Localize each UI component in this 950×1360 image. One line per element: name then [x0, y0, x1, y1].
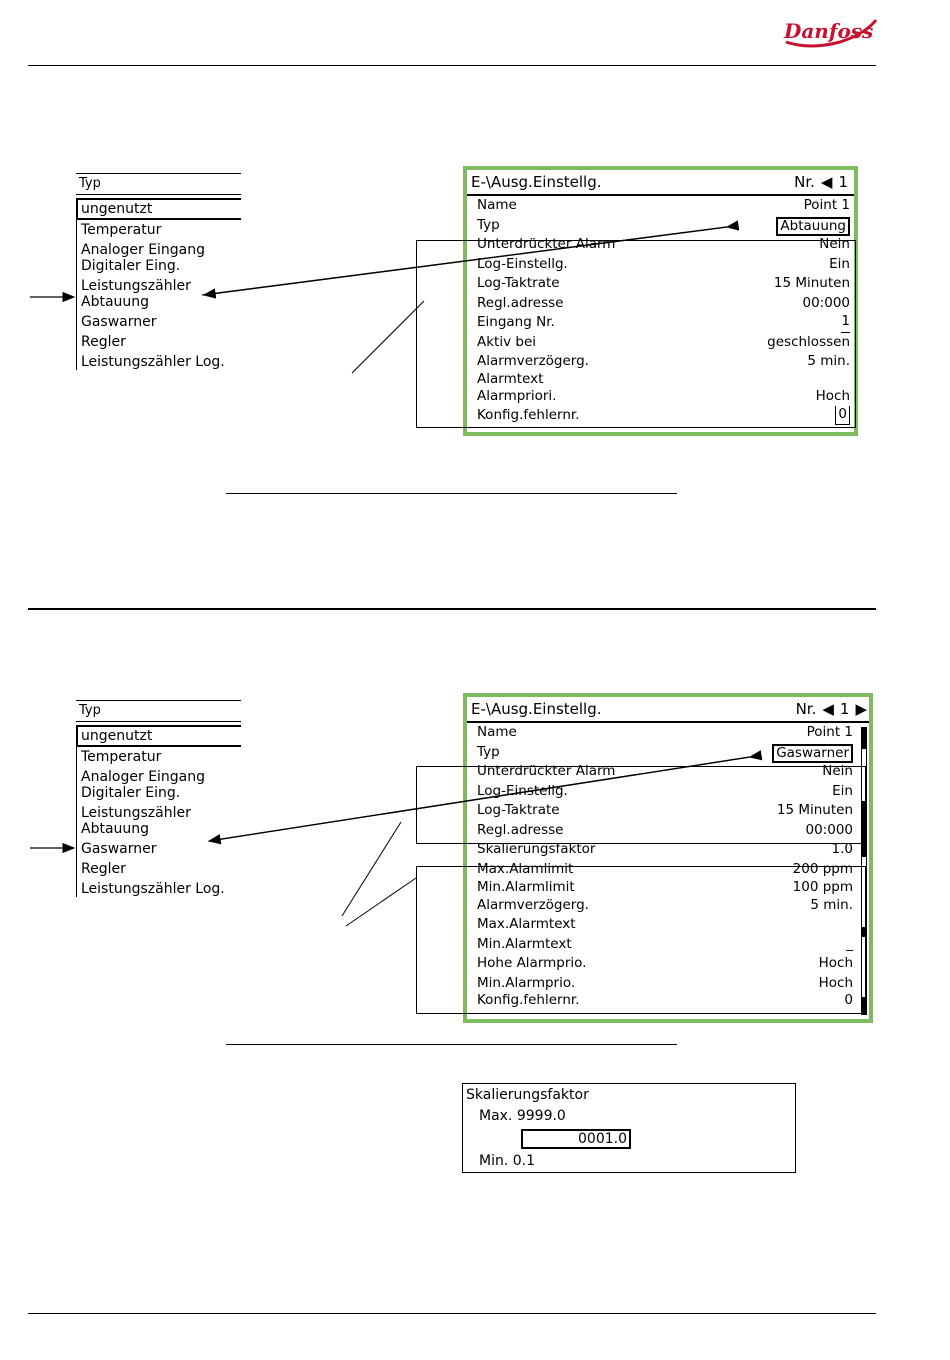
nr-label: Nr.	[795, 700, 817, 718]
type-option-digital[interactable]: Digitaler Eing.	[81, 258, 181, 274]
row-min-alarmlimit[interactable]: Min.Alarmlimit 100 ppm	[477, 878, 853, 895]
nr-value[interactable]: 1	[839, 700, 850, 718]
type-option-selected[interactable]: ungenutzt	[76, 198, 241, 220]
row-regl-adresse[interactable]: Regl.adresse 00:000	[477, 821, 853, 838]
row-min-alarmprio[interactable]: Min.Alarmprio. Hoch	[477, 974, 853, 991]
link-arrow-2b	[209, 757, 750, 841]
link-arrow-1b	[202, 227, 727, 295]
row-alarmverzoegerung[interactable]: Alarmverzögerg. 5 min.	[477, 353, 850, 369]
type-option-abtauung[interactable]: Abtauung	[81, 294, 150, 310]
row-aktiv-bei[interactable]: Aktiv bei geschlossen	[477, 333, 850, 350]
leader-line-2a	[342, 822, 401, 916]
type-option-regler[interactable]: Regler	[81, 334, 126, 350]
type-option-leistung[interactable]: Leistungszähler	[81, 278, 191, 294]
type-option-leistung-log[interactable]: Leistungszähler Log.	[81, 881, 225, 897]
row-konfig-fehlernr[interactable]: Konfig.fehlernr. 0	[477, 406, 850, 426]
scaling-value-input[interactable]: 0001.0	[521, 1129, 631, 1149]
panel-title: E-\Ausg.Einstellg.	[471, 700, 602, 718]
type-option-leistung[interactable]: Leistungszähler	[81, 805, 191, 821]
row-max-alarmtext[interactable]: Max.Alarmtext	[477, 916, 576, 932]
logo-text: Danfoss	[784, 19, 874, 43]
leader-line-2b	[346, 878, 416, 926]
row-alarmtext[interactable]: Alarmtext	[477, 370, 544, 387]
type-option-regler[interactable]: Regler	[81, 861, 126, 877]
row-alarmpriori[interactable]: Alarmpriori. Hoch	[477, 387, 850, 404]
row-name[interactable]: Name Point 1	[477, 724, 853, 740]
type-option-temperatur[interactable]: Temperatur	[81, 749, 162, 765]
scaling-min: Min. 0.1	[479, 1153, 536, 1169]
row-typ[interactable]: Typ Gaswarner	[477, 743, 853, 763]
type-option-leistung-log[interactable]: Leistungszähler Log.	[81, 354, 225, 370]
type-option-gaswarner[interactable]: Gaswarner	[81, 314, 157, 330]
leader-line-1	[352, 301, 424, 373]
type-option-gaswarner[interactable]: Gaswarner	[81, 841, 157, 857]
row-eingang-nr[interactable]: Eingang Nr. 1	[477, 313, 850, 333]
row-typ[interactable]: Typ Abtauung	[477, 216, 850, 236]
type-option-analog[interactable]: Analoger Eingang	[81, 769, 206, 785]
type-option-analog[interactable]: Analoger Eingang	[81, 242, 206, 258]
row-unterdrueckter-alarm[interactable]: Unterdrückter Alarm Nein	[477, 763, 853, 779]
row-unterdrueckter-alarm[interactable]: Unterdrückter Alarm Nein	[477, 236, 850, 252]
type-option-temperatur[interactable]: Temperatur	[81, 222, 162, 238]
row-hohe-alarmprio[interactable]: Hohe Alarmprio. Hoch	[477, 955, 853, 971]
typ-value-selected: Abtauung	[776, 217, 850, 236]
type-list-title: Typ	[76, 173, 241, 195]
nr-value[interactable]: 1	[838, 173, 848, 191]
scaling-max: Max. 9999.0	[479, 1108, 566, 1124]
type-option-abtauung[interactable]: Abtauung	[81, 821, 150, 837]
row-name[interactable]: Name Point 1	[477, 197, 850, 213]
nr-left-arrow-icon[interactable]: ◀	[820, 173, 833, 191]
row-log-taktrate[interactable]: Log-Taktrate 15 Minuten	[477, 802, 853, 818]
row-max-alarmlimit[interactable]: Max.Alamlimit 200 ppm	[477, 860, 853, 877]
row-log-einstellg[interactable]: Log-Einstellg. Ein	[477, 255, 850, 272]
typ-value-selected: Gaswarner	[772, 744, 853, 763]
row-skalierungsfaktor[interactable]: Skalierungsfaktor 1.0	[477, 841, 853, 857]
scaling-title: Skalierungsfaktor	[466, 1087, 589, 1103]
row-min-alarmtext[interactable]: Min.Alarmtext _	[477, 935, 853, 952]
type-list-title: Typ	[76, 700, 241, 722]
type-option-selected[interactable]: ungenutzt	[76, 725, 241, 747]
row-regl-adresse[interactable]: Regl.adresse 00:000	[477, 294, 850, 311]
nr-label: Nr.	[794, 173, 815, 191]
nr-right-arrow-icon[interactable]: ▶	[855, 700, 867, 718]
type-option-digital[interactable]: Digitaler Eing.	[81, 785, 181, 801]
nr-left-arrow-icon[interactable]: ◀	[822, 700, 834, 718]
row-log-taktrate[interactable]: Log-Taktrate 15 Minuten	[477, 275, 850, 291]
row-log-einstellg[interactable]: Log-Einstellg. Ein	[477, 782, 853, 799]
row-konfig-fehlernr[interactable]: Konfig.fehlernr. 0	[477, 993, 853, 1007]
row-alarmverzoegerung[interactable]: Alarmverzögerg. 5 min.	[477, 896, 853, 913]
panel-title: E-\Ausg.Einstellg.	[471, 173, 602, 191]
